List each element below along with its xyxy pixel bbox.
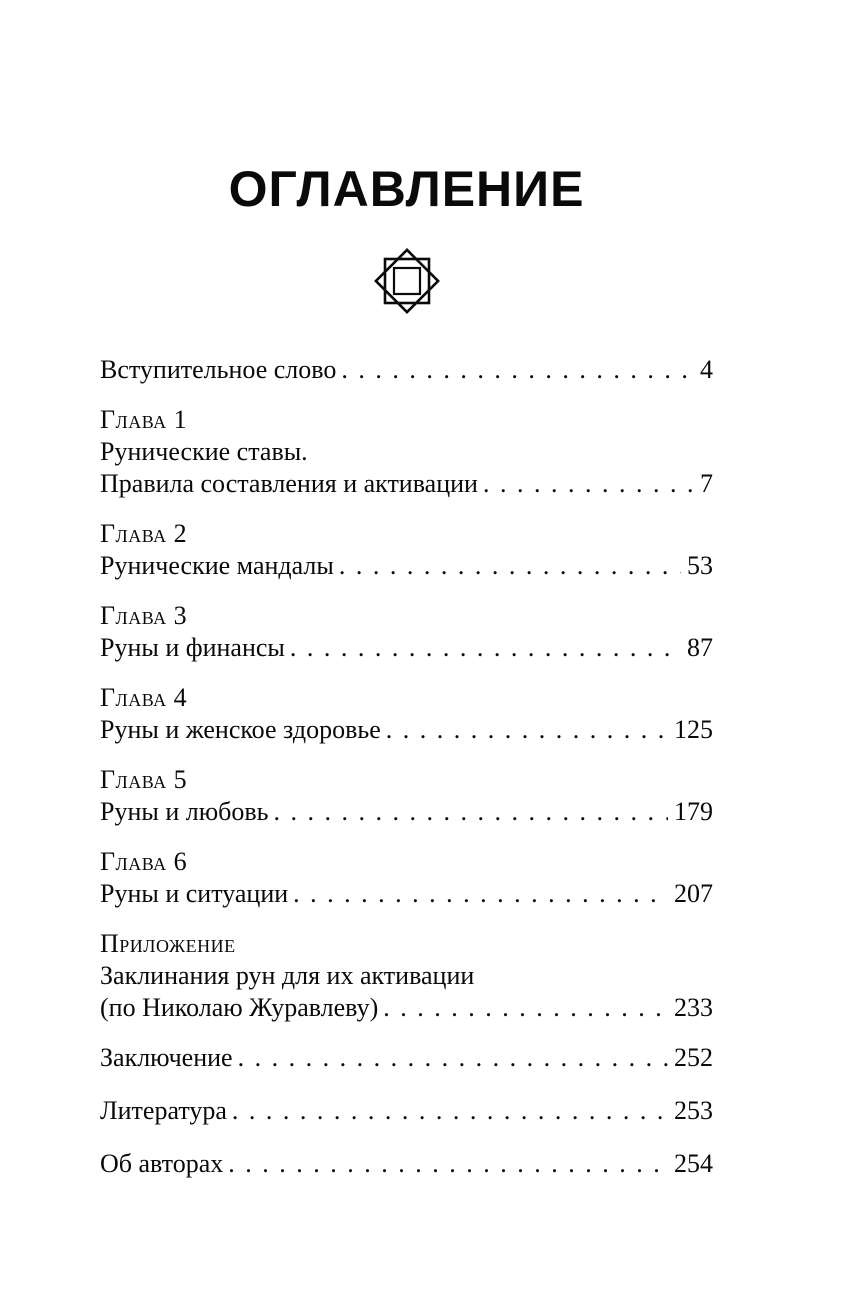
toc-entry-label: Об авторах (100, 1149, 224, 1178)
toc-entry-label: Литература (100, 1096, 227, 1125)
dot-leader (483, 468, 694, 500)
toc-entry-conclusion (100, 1042, 713, 1074)
dot-leader (228, 1148, 668, 1180)
toc-line (100, 1042, 713, 1074)
toc-list (100, 354, 713, 1180)
dot-leader (232, 1095, 668, 1127)
toc-entry-label: Вступительное слово (100, 355, 337, 384)
toc-entry-label: Заключение (100, 1043, 233, 1072)
toc-page-number: 253 (674, 1096, 713, 1125)
toc-entry-chapter-6 (100, 846, 713, 910)
toc-page-number: 254 (674, 1149, 713, 1178)
page-title: ОГЛАВЛЕНИЕ (228, 161, 585, 217)
toc-chapter-heading: Приложение (100, 929, 236, 958)
toc-line (100, 878, 713, 910)
ornament-container (100, 248, 713, 314)
toc-entry-chapter-5 (100, 764, 713, 828)
toc-entry-chapter-4 (100, 682, 713, 746)
dot-leader (383, 992, 668, 1024)
dot-leader (341, 354, 694, 386)
toc-entry-chapter-3 (100, 600, 713, 664)
toc-page-number: 4 (700, 355, 713, 384)
toc-line (100, 1095, 713, 1127)
toc-chapter-heading: Глава 5 (100, 765, 188, 794)
toc-entry-subline: Рунические ставы. (100, 437, 308, 466)
toc-entry-appendix (100, 928, 713, 1024)
toc-entry-chapter-2 (100, 518, 713, 582)
dot-leader (339, 550, 681, 582)
toc-chapter-heading: Глава 1 (100, 405, 188, 434)
toc-page-number: 252 (674, 1043, 713, 1072)
toc-entry-label: Руны и ситуации (100, 879, 289, 908)
toc-page-number: 125 (674, 715, 713, 744)
dot-leader (290, 632, 681, 664)
double-square-ornament (374, 248, 440, 314)
toc-entry-label: (по Николаю Журавлеву) (100, 993, 379, 1022)
toc-page-number: 53 (687, 551, 713, 580)
toc-entry-label: Правила составления и активации (100, 469, 478, 498)
toc-page-number: 233 (674, 993, 713, 1022)
toc-chapter-heading: Глава 6 (100, 847, 188, 876)
toc-entry-subline: Заклинания рун для их активации (100, 961, 475, 990)
toc-page-number: 87 (687, 633, 713, 662)
dot-leader (274, 796, 668, 828)
toc-line (100, 714, 713, 746)
toc-line (100, 354, 713, 386)
toc-entry-chapter-1 (100, 404, 713, 500)
toc-line (100, 468, 713, 500)
dot-leader (386, 714, 668, 746)
toc-entry-label: Руны и финансы (100, 633, 285, 662)
toc-content-column (100, 163, 713, 1180)
toc-line (100, 1148, 713, 1180)
toc-entry-label: Руны и женское здоровье (100, 715, 381, 744)
toc-chapter-heading: Глава 4 (100, 683, 188, 712)
toc-page-number: 7 (700, 469, 713, 498)
toc-line (100, 550, 713, 582)
toc-chapter-heading: Глава 2 (100, 519, 188, 548)
toc-page-number: 207 (674, 879, 713, 908)
toc-entry-label: Руны и любовь (100, 797, 269, 826)
toc-line (100, 992, 713, 1024)
toc-line (100, 632, 713, 664)
toc-line (100, 796, 713, 828)
dot-leader (293, 878, 668, 910)
toc-chapter-heading: Глава 3 (100, 601, 188, 630)
toc-entry-label: Рунические мандалы (100, 551, 334, 580)
toc-entry-intro (100, 354, 713, 386)
dot-leader (238, 1042, 668, 1074)
toc-entry-about-authors (100, 1148, 713, 1180)
toc-page-number: 179 (674, 797, 713, 826)
toc-entry-literature (100, 1095, 713, 1127)
